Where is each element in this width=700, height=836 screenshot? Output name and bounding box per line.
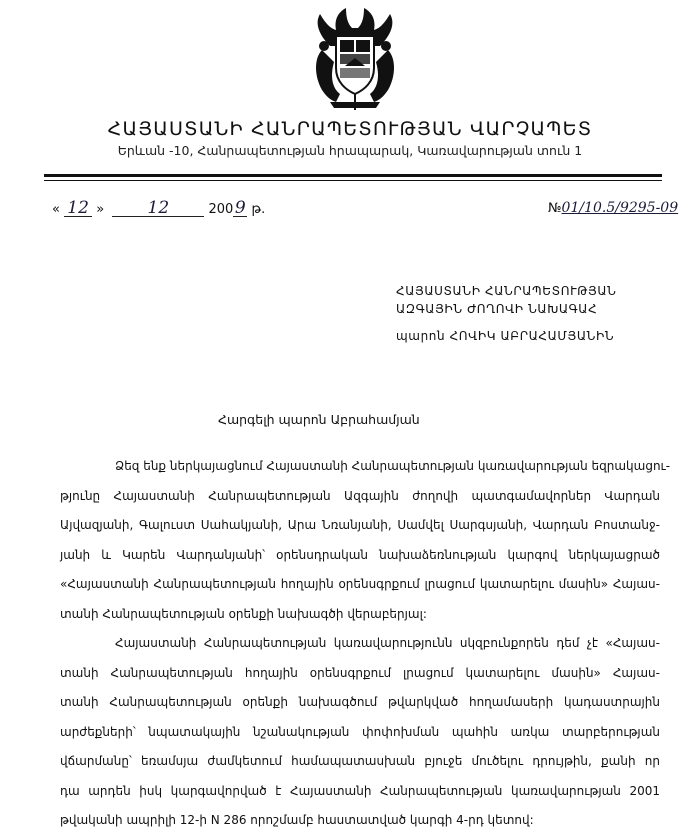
date-month: 12 [112, 200, 204, 217]
registration-value: 01/10.5/9295-09 [561, 200, 679, 216]
date-day: 12 [64, 200, 92, 217]
paragraph-1-line: «Հայաստանի Հանրապետության հողային օրենսգրքում լրացում կատարելու մասին» Հայաս- [60, 577, 660, 591]
date-close-quote: » [96, 202, 105, 217]
paragraph-1-line: յանի և Կարեն Վարդանյանի՝ օրենսդրական նախաձեռնության կարգով ներկայացրած [60, 547, 660, 562]
header-divider-thin [44, 180, 662, 181]
paragraph-2-line: արժեքների՝ նպատակային նշանակության փոփոխման պահին առկա տարբերության [60, 724, 660, 739]
document-date [52, 200, 265, 217]
paragraph-2-line: Հայաստանի Հանրապետության կառավարությունն սկզբունքորեն դեմ չէ «Հայաս- [115, 636, 660, 650]
registration-prefix: № [548, 201, 562, 216]
header-divider-thick [44, 174, 662, 177]
salutation: Հարգելի պարոն Աբրահամյան [218, 412, 420, 427]
date-open-quote: « [52, 202, 60, 217]
paragraph-1 [60, 452, 671, 629]
armenia-coat-of-arms-icon [300, 6, 410, 110]
paragraph-2-line: տանի Հանրապետության օրենքի նախագծում թվարկված հողամասերի կադաստրային [60, 695, 660, 709]
paragraph-2-line: դա արդեն իսկ կարգավորված է Հայաստանի Հանրապետության կառավարության 2001 [60, 783, 660, 798]
paragraph-1-line: տանի Հանրապետության օրենքի նախագծի վերաբերյալ: [60, 606, 427, 621]
paragraph-1-line: Այվազյանի, Գալուստ Սահակյանի, Արա Նռանյանի, Սամվել Սարգսյանի, Վարդան Բոստանջ- [60, 518, 660, 532]
addressee-line-3: պարոն ՀՈՎԻԿ ԱԲՐԱՀԱՄՅԱՆԻՆ [396, 329, 615, 343]
date-year-suffix: 9 [234, 198, 246, 218]
paragraph-2-line: թվականի ապրիլի 12-ի N 286 որոշմամբ հաստատված կարգի 4-րդ կետով: [60, 813, 534, 827]
addressee-line-1: ՀԱՅԱՍՏԱՆԻ ՀԱՆՐԱՊԵՏՈՒԹՅԱՆ [396, 284, 617, 298]
registration-number [548, 200, 678, 216]
paragraph-2 [60, 629, 660, 836]
paragraph-1-line: թյունը Հայաստանի Հանրապետության Ազգային ժողովի պատգամավորներ Վարդան [60, 488, 660, 503]
paragraph-1-line: Ձեզ ենք ներկայացնում Հայաստանի Հանրապետության կառավարության եզրակացու- [115, 459, 671, 473]
date-year-unit: թ. [251, 202, 266, 217]
addressee-line-2: ԱԶԳԱՅԻՆ ԺՈՂՈՎԻ ՆԱԽԱԳԱՀ [396, 302, 598, 316]
date-year-prefix: 200 [208, 202, 234, 217]
paragraph-2-line: տանի Հանրապետության հողային օրենսգրքում լրացում կատարելու մասին» Հայաս- [60, 665, 660, 680]
paragraph-2-line: վճարմանը՝ եռամսյա ժամկետում համապատասխան բյուջե մուծելու դրույթին, քանի որ [60, 754, 660, 768]
institution-address: Երևան -10, Հանրապետության հրապարակ, Կառավարության տուն 1 [117, 143, 583, 158]
institution-name: ՀԱՅԱՍՏԱՆԻ ՀԱՆՐԱՊԵՏՈՒԹՅԱՆ ՎԱՐՉԱՊԵՏ [107, 118, 593, 140]
